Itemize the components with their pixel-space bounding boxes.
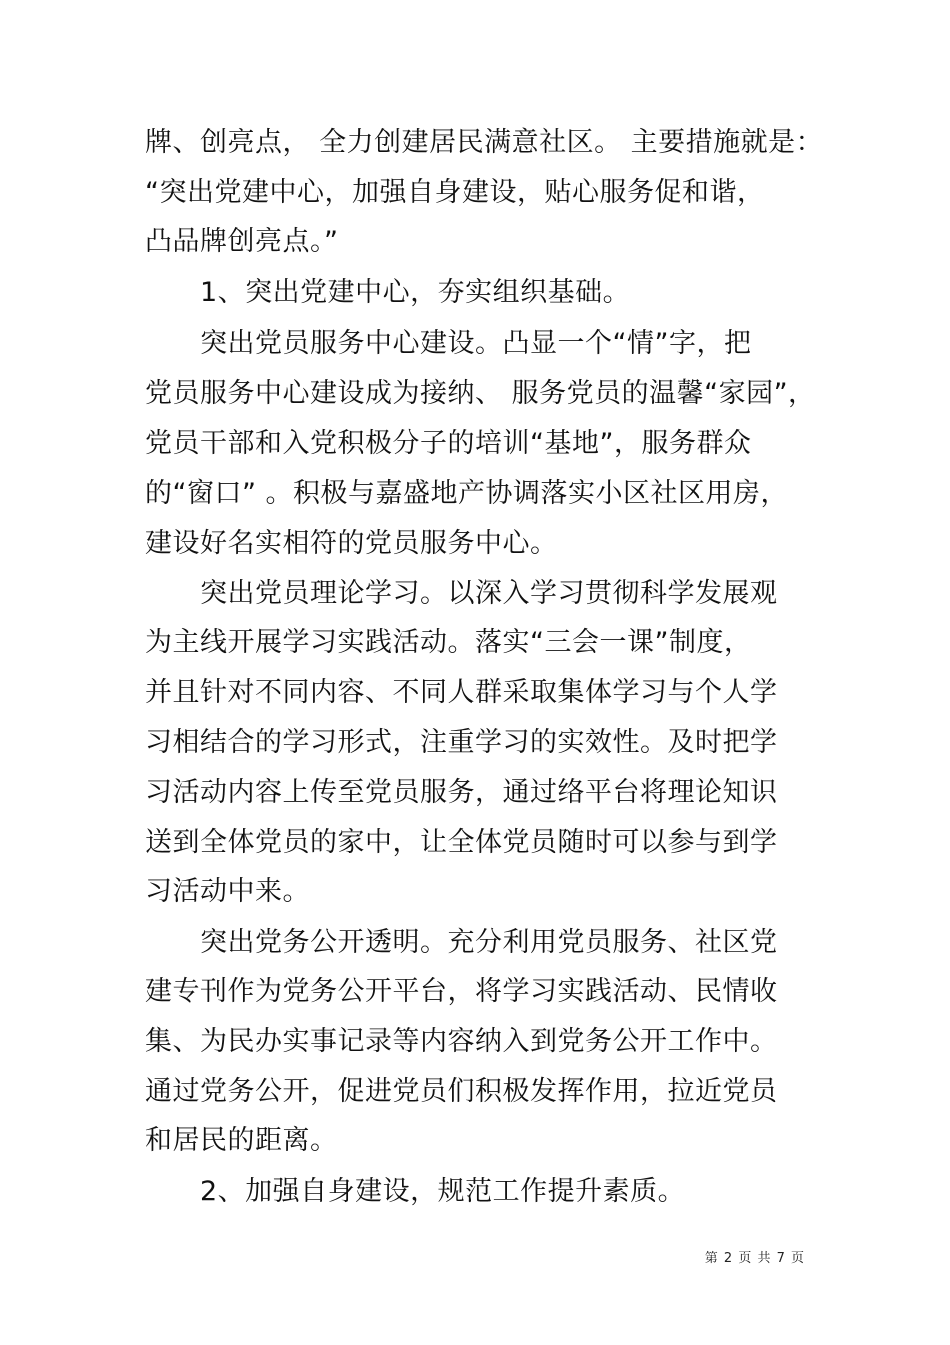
- section-heading: 2、加强自身建设，规范工作提升素质。: [200, 1176, 686, 1207]
- text-line: 建设好名实相符的党员服务中心。: [145, 528, 558, 559]
- text-line: 集、为民办实事记录等内容纳入到党务公开工作中。: [145, 1026, 778, 1057]
- text-line: 送到全体党员的家中，让全体党员随时可以参与到学: [145, 827, 778, 858]
- text-line: 习活动内容上传至党员服务，通过络平台将理论知识: [145, 777, 778, 808]
- text-line: 建专刊作为党务公开平台，将学习实践活动、民情收: [145, 976, 778, 1007]
- section-heading: 1、突出党建中心，夯实组织基础。: [200, 277, 631, 308]
- text-line: 和居民的距离。: [145, 1125, 338, 1156]
- text-line: 牌、创亮点， 全力创建居民满意社区。 主要措施就是：: [145, 127, 824, 158]
- page-number: 第 2 页 共 7 页: [704, 1251, 805, 1266]
- text-line: 突出党务公开透明。充分利用党员服务、社区党: [200, 927, 778, 958]
- text-line: 为主线开展学习实践活动。落实“三会一课”制度，: [145, 627, 752, 658]
- text-line: 凸品牌创亮点。”: [145, 226, 339, 257]
- text-line: 突出党员服务中心建设。凸显一个“情”字，把: [200, 328, 752, 359]
- text-line: 习活动中来。: [145, 876, 310, 907]
- text-line: 党员干部和入党积极分子的培训“基地”，服务群众: [145, 428, 752, 459]
- text-line: 的“窗口” 。积极与嘉盛地产协调落实小区社区用房，: [145, 478, 789, 509]
- text-line: “突出党建中心，加强自身建设，贴心服务促和谐，: [145, 177, 765, 208]
- text-line: 突出党员理论学习。以深入学习贯彻科学发展观: [200, 578, 778, 609]
- text-line: 党员服务中心建设成为接纳、 服务党员的温馨“家园”，: [145, 378, 816, 409]
- text-line: 通过党务公开，促进党员们积极发挥作用，拉近党员: [145, 1076, 778, 1107]
- text-line: 并且针对不同内容、不同人群采取集体学习与个人学: [145, 677, 778, 708]
- text-line: 习相结合的学习形式，注重学习的实效性。及时把学: [145, 727, 778, 758]
